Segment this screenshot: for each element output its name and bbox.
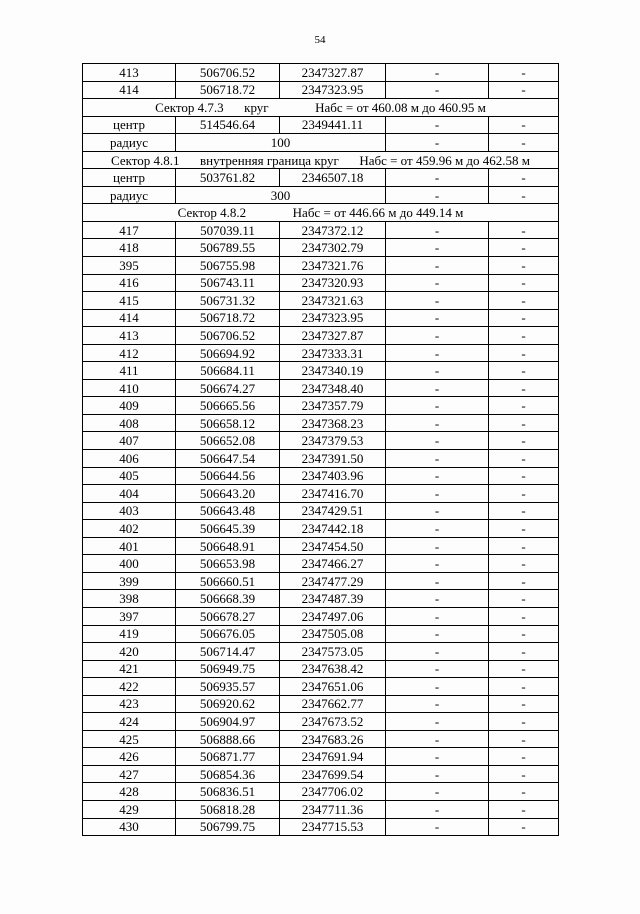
x-coordinate: 506676.05	[176, 625, 280, 643]
x-coordinate: 506949.75	[176, 660, 280, 678]
x-coordinate: 506674.27	[176, 379, 280, 397]
sector-header-row	[83, 151, 559, 169]
table-row	[83, 64, 559, 82]
dash-cell: -	[489, 344, 559, 362]
dash-cell: -	[489, 467, 559, 485]
point-number: 413	[83, 327, 176, 345]
table-row	[83, 239, 559, 257]
x-coordinate: 506871.77	[176, 748, 280, 766]
x-coordinate: 506706.52	[176, 327, 280, 345]
dash-cell: -	[489, 221, 559, 239]
table-row	[83, 520, 559, 538]
x-coordinate: 506643.48	[176, 502, 280, 520]
table-row	[83, 572, 559, 590]
y-coordinate: 2347638.42	[280, 660, 386, 678]
table-row	[83, 169, 559, 187]
table-row	[83, 379, 559, 397]
radius-value: 300	[176, 186, 386, 204]
dash-cell: -	[386, 362, 489, 380]
dash-cell: -	[386, 274, 489, 292]
table-row	[83, 327, 559, 345]
x-coordinate: 506818.28	[176, 800, 280, 818]
dash-cell: -	[386, 765, 489, 783]
y-coordinate: 2347340.19	[280, 362, 386, 380]
point-number: 398	[83, 590, 176, 608]
x-coordinate: 506643.20	[176, 485, 280, 503]
y-coordinate: 2347302.79	[280, 239, 386, 257]
y-coordinate: 2347699.54	[280, 765, 386, 783]
table-row	[83, 450, 559, 468]
dash-cell: -	[386, 625, 489, 643]
y-coordinate: 2347466.27	[280, 555, 386, 573]
x-coordinate: 514546.64	[176, 116, 280, 134]
point-number: 397	[83, 607, 176, 625]
y-coordinate: 2347327.87	[280, 64, 386, 82]
table-row	[83, 134, 559, 152]
table-row	[83, 748, 559, 766]
table-row	[83, 432, 559, 450]
x-coordinate: 506854.36	[176, 765, 280, 783]
y-coordinate: 2347429.51	[280, 502, 386, 520]
dash-cell: -	[489, 116, 559, 134]
sector-height: Набс = от 460.08 м до 460.95 м	[315, 99, 486, 115]
x-coordinate: 506718.72	[176, 81, 280, 99]
radius-label: радиус	[83, 134, 176, 152]
x-coordinate: 506647.54	[176, 450, 280, 468]
point-number: 429	[83, 800, 176, 818]
table-row	[83, 818, 559, 836]
sector-name: Сектор 4.7.3	[155, 99, 224, 115]
point-number: 400	[83, 555, 176, 573]
point-number: 421	[83, 660, 176, 678]
x-coordinate: 503761.82	[176, 169, 280, 187]
dash-cell: -	[386, 64, 489, 82]
point-number: 413	[83, 64, 176, 82]
dash-cell: -	[386, 818, 489, 836]
radius-label: радиус	[83, 186, 176, 204]
sector-height: Набс = от 459.96 м до 462.58 м	[359, 152, 531, 168]
sector-name: Сектор 4.8.2	[177, 205, 247, 221]
table-row	[83, 467, 559, 485]
dash-cell: -	[386, 344, 489, 362]
point-number: 403	[83, 502, 176, 520]
dash-cell: -	[489, 502, 559, 520]
dash-cell: -	[386, 730, 489, 748]
table-row	[83, 607, 559, 625]
y-coordinate: 2347715.53	[280, 818, 386, 836]
table-row	[83, 678, 559, 696]
dash-cell: -	[489, 274, 559, 292]
x-coordinate: 507039.11	[176, 221, 280, 239]
dash-cell: -	[489, 800, 559, 818]
table-row	[83, 186, 559, 204]
y-coordinate: 2347683.26	[280, 730, 386, 748]
dash-cell: -	[489, 134, 559, 152]
x-coordinate: 506645.39	[176, 520, 280, 538]
dash-cell: -	[386, 309, 489, 327]
x-coordinate: 506644.56	[176, 467, 280, 485]
dash-cell: -	[489, 783, 559, 801]
table-row	[83, 81, 559, 99]
y-coordinate: 2347442.18	[280, 520, 386, 538]
table-row	[83, 257, 559, 275]
point-number: 402	[83, 520, 176, 538]
y-coordinate: 2347348.40	[280, 379, 386, 397]
table-row	[83, 309, 559, 327]
dash-cell: -	[489, 169, 559, 187]
y-coordinate: 2347379.53	[280, 432, 386, 450]
dash-cell: -	[489, 309, 559, 327]
y-coordinate: 2347487.39	[280, 590, 386, 608]
y-coordinate: 2347321.76	[280, 257, 386, 275]
table-row	[83, 713, 559, 731]
dash-cell: -	[386, 748, 489, 766]
point-number: 410	[83, 379, 176, 397]
dash-cell: -	[386, 257, 489, 275]
point-number: 406	[83, 450, 176, 468]
point-number: 414	[83, 81, 176, 99]
y-coordinate: 2347662.77	[280, 695, 386, 713]
y-coordinate: 2349441.11	[280, 116, 386, 134]
x-coordinate: 506731.32	[176, 292, 280, 310]
table-row	[83, 590, 559, 608]
dash-cell: -	[489, 748, 559, 766]
dash-cell: -	[386, 221, 489, 239]
table-row	[83, 344, 559, 362]
dash-cell: -	[386, 555, 489, 573]
dash-cell: -	[489, 257, 559, 275]
dash-cell: -	[489, 81, 559, 99]
sector-header-row	[83, 99, 559, 117]
dash-cell: -	[386, 783, 489, 801]
dash-cell: -	[489, 555, 559, 573]
dash-cell: -	[386, 450, 489, 468]
dash-cell: -	[386, 134, 489, 152]
dash-cell: -	[386, 379, 489, 397]
sector-name: Сектор 4.8.1	[110, 152, 180, 168]
dash-cell: -	[386, 485, 489, 503]
dash-cell: -	[386, 800, 489, 818]
dash-cell: -	[386, 660, 489, 678]
x-coordinate: 506836.51	[176, 783, 280, 801]
y-coordinate: 2347321.63	[280, 292, 386, 310]
sector-header-row	[83, 204, 559, 222]
dash-cell: -	[386, 695, 489, 713]
y-coordinate: 2347403.96	[280, 467, 386, 485]
y-coordinate: 2347333.31	[280, 344, 386, 362]
x-coordinate: 506743.11	[176, 274, 280, 292]
y-coordinate: 2347327.87	[280, 327, 386, 345]
table-row	[83, 783, 559, 801]
dash-cell: -	[386, 467, 489, 485]
y-coordinate: 2347505.08	[280, 625, 386, 643]
dash-cell: -	[489, 450, 559, 468]
table-row	[83, 695, 559, 713]
dash-cell: -	[386, 678, 489, 696]
dash-cell: -	[386, 520, 489, 538]
point-number: 412	[83, 344, 176, 362]
x-coordinate: 506648.91	[176, 537, 280, 555]
dash-cell: -	[489, 537, 559, 555]
point-number: 414	[83, 309, 176, 327]
dash-cell: -	[386, 713, 489, 731]
table-row	[83, 397, 559, 415]
x-coordinate: 506653.98	[176, 555, 280, 573]
y-coordinate: 2347368.23	[280, 414, 386, 432]
dash-cell: -	[386, 116, 489, 134]
center-label: центр	[83, 116, 176, 134]
dash-cell: -	[489, 607, 559, 625]
dash-cell: -	[489, 327, 559, 345]
dash-cell: -	[489, 379, 559, 397]
x-coordinate: 506789.55	[176, 239, 280, 257]
point-number: 418	[83, 239, 176, 257]
point-number: 426	[83, 748, 176, 766]
sector-shape: внутренняя граница круг	[200, 152, 339, 168]
y-coordinate: 2347706.02	[280, 783, 386, 801]
point-number: 404	[83, 485, 176, 503]
dash-cell: -	[489, 362, 559, 380]
table-row	[83, 274, 559, 292]
dash-cell: -	[489, 730, 559, 748]
dash-cell: -	[489, 695, 559, 713]
dash-cell: -	[386, 643, 489, 661]
dash-cell: -	[489, 485, 559, 503]
point-number: 423	[83, 695, 176, 713]
sector-header	[83, 204, 559, 222]
point-number: 424	[83, 713, 176, 731]
dash-cell: -	[386, 432, 489, 450]
table-row	[83, 502, 559, 520]
y-coordinate: 2347320.93	[280, 274, 386, 292]
table-row	[83, 800, 559, 818]
dash-cell: -	[489, 765, 559, 783]
dash-cell: -	[489, 186, 559, 204]
radius-value: 100	[176, 134, 386, 152]
dash-cell: -	[489, 713, 559, 731]
point-number: 427	[83, 765, 176, 783]
table-row	[83, 116, 559, 134]
y-coordinate: 2347691.94	[280, 748, 386, 766]
dash-cell: -	[386, 397, 489, 415]
x-coordinate: 506714.47	[176, 643, 280, 661]
dash-cell: -	[489, 660, 559, 678]
y-coordinate: 2347357.79	[280, 397, 386, 415]
point-number: 408	[83, 414, 176, 432]
point-number: 419	[83, 625, 176, 643]
x-coordinate: 506718.72	[176, 309, 280, 327]
dash-cell: -	[386, 502, 489, 520]
point-number: 401	[83, 537, 176, 555]
y-coordinate: 2347673.52	[280, 713, 386, 731]
y-coordinate: 2347323.95	[280, 81, 386, 99]
y-coordinate: 2347477.29	[280, 572, 386, 590]
dash-cell: -	[489, 520, 559, 538]
point-number: 420	[83, 643, 176, 661]
dash-cell: -	[489, 818, 559, 836]
dash-cell: -	[386, 292, 489, 310]
dash-cell: -	[489, 590, 559, 608]
x-coordinate: 506668.39	[176, 590, 280, 608]
coordinates-table	[82, 63, 559, 836]
table-row	[83, 625, 559, 643]
center-label: центр	[83, 169, 176, 187]
sector-header	[83, 99, 559, 117]
dash-cell: -	[489, 432, 559, 450]
table-row	[83, 485, 559, 503]
point-number: 405	[83, 467, 176, 485]
point-number: 399	[83, 572, 176, 590]
dash-cell: -	[386, 327, 489, 345]
table-row	[83, 414, 559, 432]
dash-cell: -	[489, 397, 559, 415]
coordinates-table-body	[83, 64, 559, 836]
table-row	[83, 221, 559, 239]
table-row	[83, 555, 559, 573]
y-coordinate: 2347573.05	[280, 643, 386, 661]
dash-cell: -	[489, 414, 559, 432]
point-number: 425	[83, 730, 176, 748]
x-coordinate: 506678.27	[176, 607, 280, 625]
y-coordinate: 2347651.06	[280, 678, 386, 696]
sector-shape: круг	[244, 99, 269, 115]
dash-cell: -	[489, 572, 559, 590]
x-coordinate: 506935.57	[176, 678, 280, 696]
table-row	[83, 730, 559, 748]
dash-cell: -	[386, 590, 489, 608]
point-number: 411	[83, 362, 176, 380]
point-number: 395	[83, 257, 176, 275]
x-coordinate: 506888.66	[176, 730, 280, 748]
table-row	[83, 362, 559, 380]
x-coordinate: 506755.98	[176, 257, 280, 275]
x-coordinate: 506706.52	[176, 64, 280, 82]
dash-cell: -	[386, 186, 489, 204]
x-coordinate: 506652.08	[176, 432, 280, 450]
x-coordinate: 506658.12	[176, 414, 280, 432]
dash-cell: -	[386, 607, 489, 625]
y-coordinate: 2347711.36	[280, 800, 386, 818]
point-number: 430	[83, 818, 176, 836]
x-coordinate: 506799.75	[176, 818, 280, 836]
dash-cell: -	[489, 625, 559, 643]
x-coordinate: 506904.97	[176, 713, 280, 731]
x-coordinate: 506920.62	[176, 695, 280, 713]
y-coordinate: 2347323.95	[280, 309, 386, 327]
table-row	[83, 765, 559, 783]
x-coordinate: 506694.92	[176, 344, 280, 362]
dash-cell: -	[489, 678, 559, 696]
y-coordinate: 2347391.50	[280, 450, 386, 468]
table-row	[83, 660, 559, 678]
point-number: 416	[83, 274, 176, 292]
dash-cell: -	[489, 239, 559, 257]
dash-cell: -	[386, 81, 489, 99]
sector-header	[83, 151, 559, 169]
table-row	[83, 292, 559, 310]
page-number: 54	[314, 34, 326, 46]
point-number: 409	[83, 397, 176, 415]
y-coordinate: 2347497.06	[280, 607, 386, 625]
dash-cell: -	[386, 239, 489, 257]
table-row	[83, 537, 559, 555]
y-coordinate: 2346507.18	[280, 169, 386, 187]
x-coordinate: 506665.56	[176, 397, 280, 415]
x-coordinate: 506660.51	[176, 572, 280, 590]
point-number: 428	[83, 783, 176, 801]
point-number: 415	[83, 292, 176, 310]
y-coordinate: 2347372.12	[280, 221, 386, 239]
table-row	[83, 643, 559, 661]
dash-cell: -	[489, 643, 559, 661]
sector-height: Набс = от 446.66 м до 449.14 м	[292, 205, 464, 221]
dash-cell: -	[386, 537, 489, 555]
dash-cell: -	[386, 572, 489, 590]
dash-cell: -	[489, 292, 559, 310]
point-number: 407	[83, 432, 176, 450]
y-coordinate: 2347416.70	[280, 485, 386, 503]
x-coordinate: 506684.11	[176, 362, 280, 380]
dash-cell: -	[386, 414, 489, 432]
point-number: 422	[83, 678, 176, 696]
dash-cell: -	[489, 64, 559, 82]
dash-cell: -	[386, 169, 489, 187]
y-coordinate: 2347454.50	[280, 537, 386, 555]
point-number: 417	[83, 221, 176, 239]
